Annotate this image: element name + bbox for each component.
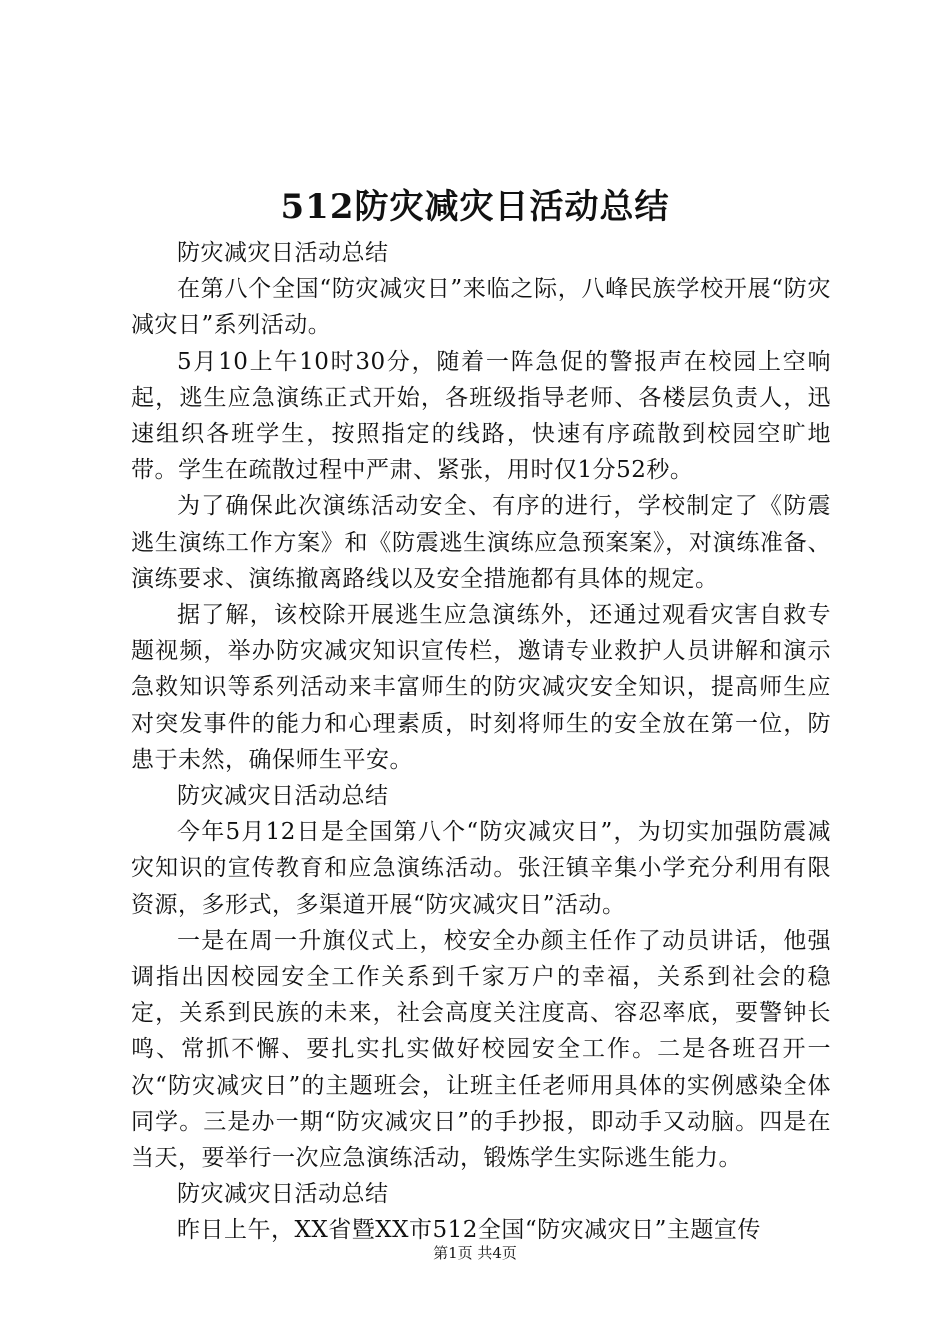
paragraph: 据了解，该校除开展逃生应急演练外，还通过观看灾害自救专题视频，举办防灾减灾知识宣传栏，邀请专业救护人员讲解和演示急救知识等系列活动来丰富师生的防灾减灾安全知识，提高师生应对突发事件的能力和心理素质，时刻将师生的安全放在第一位，防患于未然，确保师生平安。 — [131, 602, 831, 773]
section-heading: 防灾减灾日活动总结 — [177, 240, 389, 266]
document-title: 512防灾减灾日活动总结 — [280, 187, 670, 227]
section-heading: 防灾减灾日活动总结 — [177, 1181, 389, 1208]
paragraph: 昨日上午，XX省暨XX市512全国“防灾减灾日”主题宣传 — [177, 1217, 761, 1244]
paragraph: 5月10上午10时30分，随着一阵急促的警报声在校园上空响起，逃生应急演练正式开始，各班级指导老师、各楼层负责人，迅速组织各班学生，按照指定的线路，快速有序疏散到校园空旷地带。学生在疏散过程中严肃、紧张，用时仅1分52秒。 — [131, 348, 831, 484]
paragraph: 今年5月12日是全国第八个“防灾减灾日”，为切实加强防震减灾知识的宣传教育和应急演练活动。张汪镇辛集小学充分利用有限资源，多形式，多渠道开展“防灾减灾日”活动。 — [131, 819, 831, 918]
document-body — [131, 235, 831, 1249]
page-footer: 第1页 共4页 — [433, 1244, 517, 1262]
section-heading: 防灾减灾日活动总结 — [177, 783, 389, 810]
paragraph: 在第八个全国“防灾减灾日”来临之际，八峰民族学校开展“防灾减灾日”系列活动。 — [131, 276, 831, 339]
paragraph: 为了确保此次演练活动安全、有序的进行，学校制定了《防震逃生演练工作方案》和《防震逃生演练应急预案案》，对演练准备、演练要求、演练撤离路线以及安全措施都有具体的规定。 — [131, 493, 831, 592]
paragraph: 一是在周一升旗仪式上，校安全办颜主任作了动员讲话，他强调指出因校园安全工作关系到千家万户的幸福，关系到社会的稳定，关系到民族的未来，社会高度关注度高、容忍率底，要警钟长鸣、常抓不懈、要扎实扎实做好校园安全工作。二是各班召开一次“防灾减灾日”的主题班会，让班主任老师用具体的实例感染全体同学。三是办一期“防灾减灾日”的手抄报，即动手又动脑。四是在当天，要举行一次应急演练活动，锻炼学生实际逃生能力。 — [131, 927, 831, 1172]
